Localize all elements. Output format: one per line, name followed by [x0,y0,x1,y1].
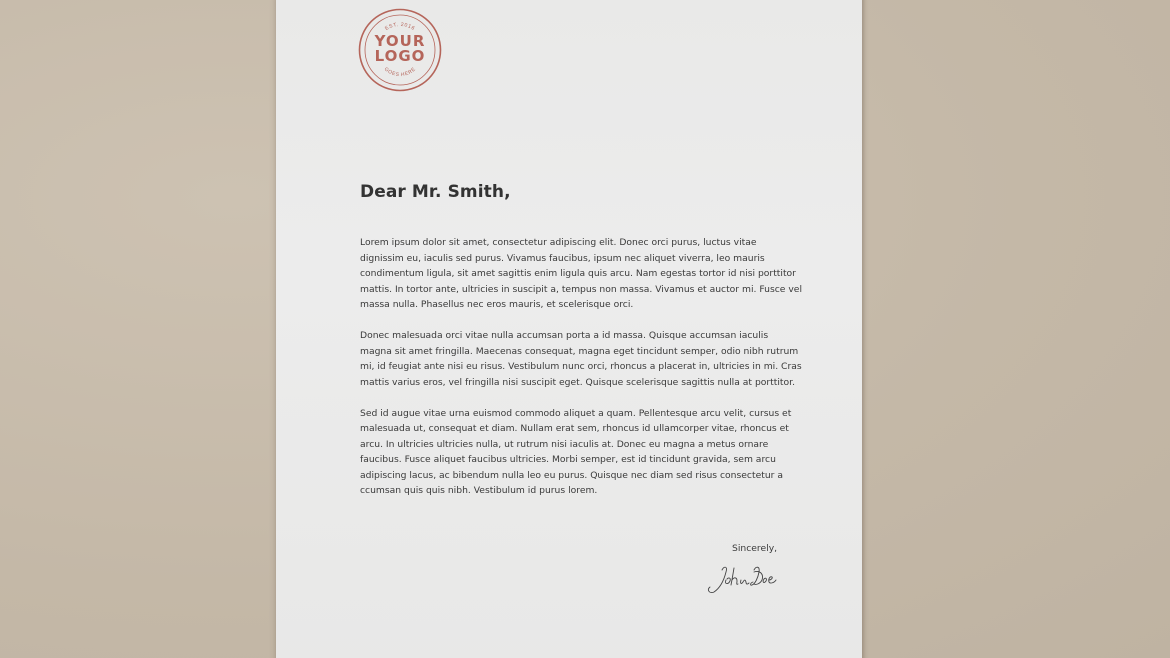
logo-top-text: EST. 2016 [384,21,416,33]
letter-page [276,0,862,658]
letter-body [360,235,802,514]
logo-badge [358,8,442,92]
logo-bottom-text: GOES HERE [382,66,418,79]
logo-main-line1: YOUR [374,32,426,50]
letter-paragraph: Lorem ipsum dolor sit amet, consectetur adipiscing elit. Donec orci purus, luctus vitae dignissim eu, iaculis sed purus. Vivamus faucibus, ipsum nec aliquet viverra, leo mauris condimentum ligula, sit amet sagittis enim ligula quis arcu. Nam egestas tortor id nisi porttitor mattis. In tortor ante, ultricies in suscipit a, tempus non massa. Vivamus et auctor mi. Fusce vel massa nulla. Phasellus nec eros mauris, et scelerisque orci. [360,237,802,310]
signature [702,560,782,600]
letter-closing: Sincerely, [732,543,778,554]
letter-paragraph: Sed id augue vitae urna euismod commodo aliquet a quam. Pellentesque arcu velit, cursus et malesuada ut, consequat et diam. Nullam erat sem, rhoncus id ullamcorper vitae, rhoncus et arcu. In ultricies ultricies nulla, ut rutrum nisi iaculis at. Donec eu magna a metus ornare faucibus. Fusce aliquet faucibus ultricies. Morbi semper, est id tincidunt gravida, sem arcu adipiscing lacus, ac bibendum nulla leo eu purus. Quisque nec diam sed risus consectetur a ccumsan quis quis nibh. Vestibulum id purus lorem. [360,407,792,496]
logo-main-line2: LOGO [374,47,426,65]
letter-greeting: Dear Mr. Smith, [360,182,511,202]
letter-paragraph: Donec malesuada orci vitae nulla accumsan porta a id massa. Quisque accumsan iaculis magna sit amet fringilla. Maecenas consequat, magna eget tincidunt semper, odio nibh rutrum mi, id feugiat ante nisi eu risus. Vestibulum nunc orci, rhoncus a placerat in, ultricies in mi. Cras mattis varius eros, vel fringilla nisi suscipit eget. Quisque scelerisque sagittis nulla at porttitor. [360,330,802,388]
